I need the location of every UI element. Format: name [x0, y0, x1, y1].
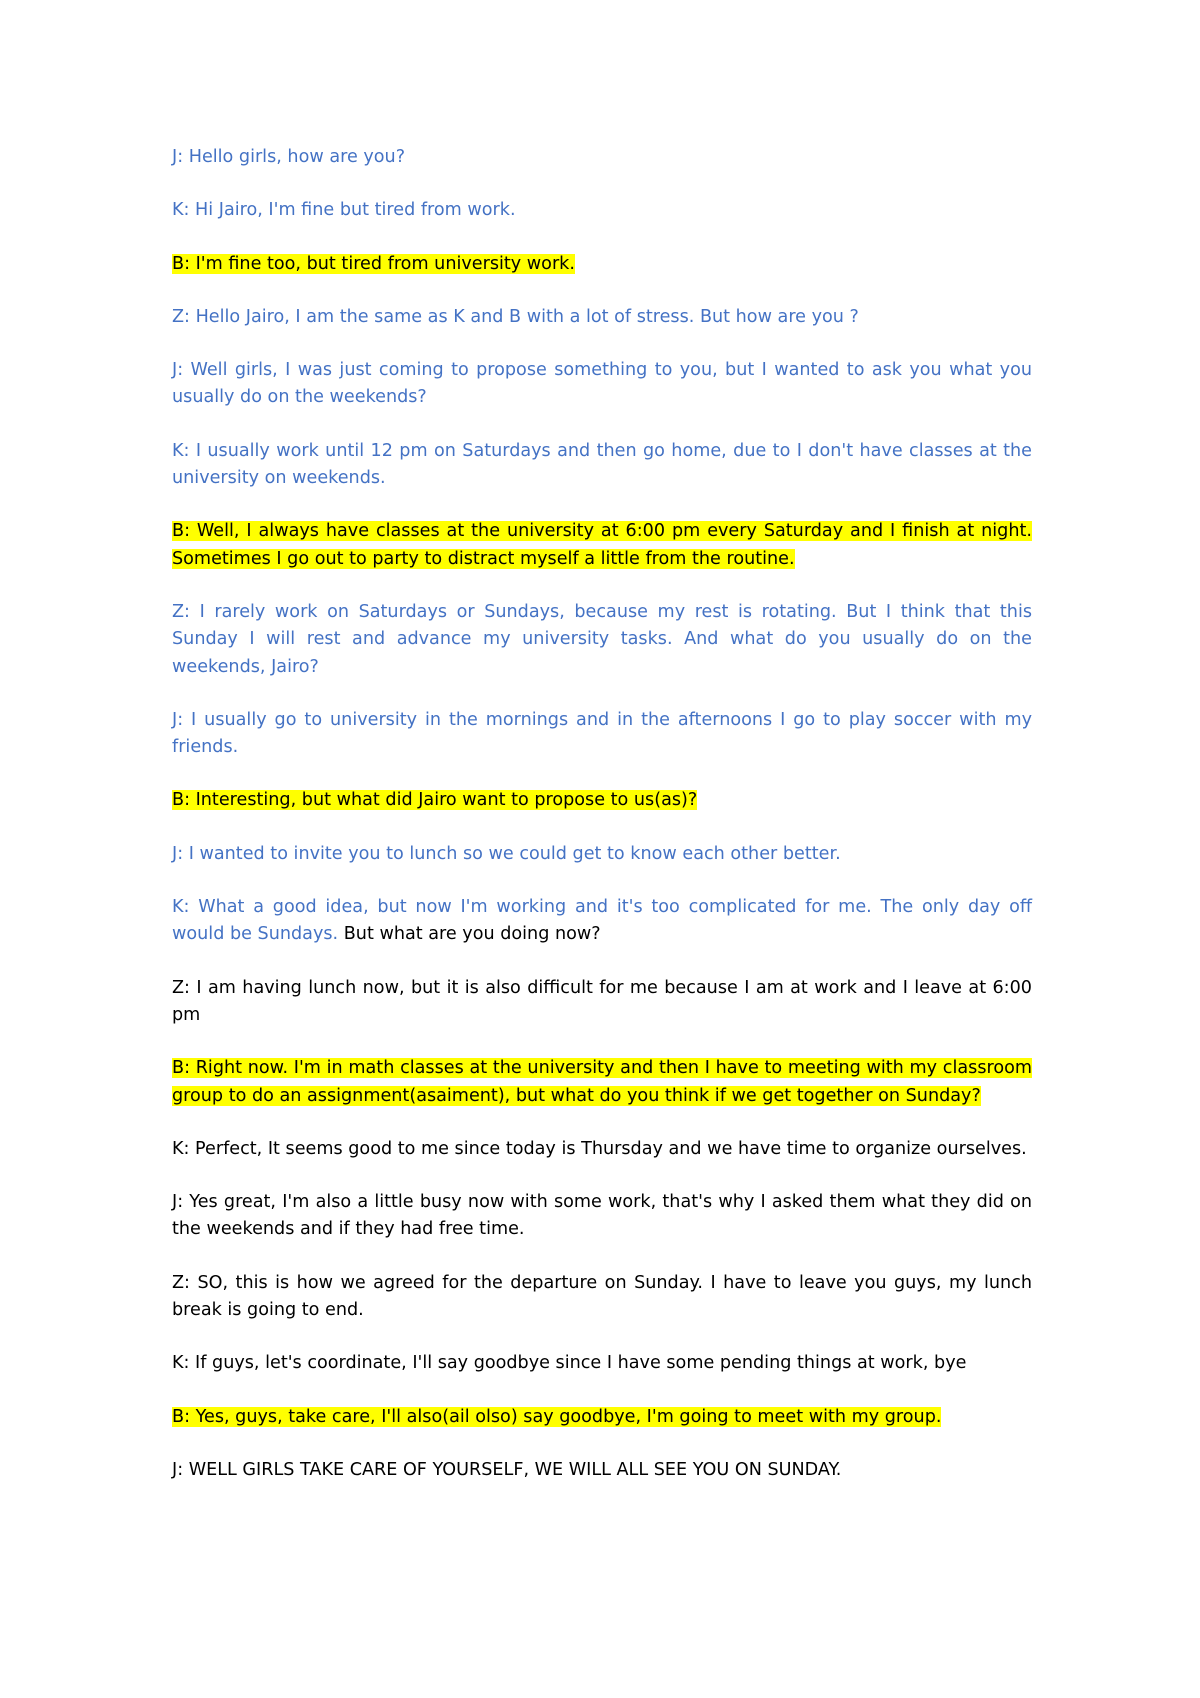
dialogue-text: Z: I am having lunch now, but it is also difficult for me because I am at work and I leave at 6:00 pm — [172, 977, 1032, 1025]
dialogue-text: Z: I rarely work on Saturdays or Sundays, because my rest is rotating. But I think that this Sunday I will rest and advance my university tasks. And what do you usually do on the weekends, Jairo? — [172, 601, 1032, 677]
dialogue-text-highlighted: B: Yes, guys, take care, I'll also(ail olso) say goodbye, I'm going to meet with my group. — [172, 1406, 942, 1427]
dialogue-text: K: Perfect, It seems good to me since today is Thursday and we have time to organize ourselves. — [172, 1138, 1027, 1159]
dialogue-line-5 — [172, 357, 1032, 412]
dialogue-line-16 — [172, 1189, 1032, 1244]
dialogue-text: J: I usually go to university in the mornings and in the afternoons I go to play soccer with my friends. — [172, 709, 1032, 758]
dialogue-line-20 — [172, 1457, 1032, 1484]
dialogue-line-13 — [172, 975, 1032, 1030]
dialogue-line-12 — [172, 894, 1032, 949]
dialogue-line-15 — [172, 1136, 1032, 1163]
dialogue-line-7 — [172, 518, 1032, 573]
dialogue-text: Z: Hello Jairo, I am the same as K and B with a lot of stress. But how are you ? — [172, 306, 859, 327]
dialogue-line-2 — [172, 197, 1032, 224]
dialogue-text: Z: SO, this is how we agreed for the departure on Sunday. I have to leave you guys, my lunch break is going to end. — [172, 1272, 1032, 1321]
dialogue-text-highlighted: B: Right now. I'm in math classes at the university and then I have to meeting with my classroom group to do an assignment(asaiment), but what do you think if we get together on Sunday? — [172, 1058, 1032, 1106]
dialogue-line-3 — [172, 251, 1032, 278]
dialogue-text: J: I wanted to invite you to lunch so we could get to know each other better. — [172, 843, 841, 864]
dialogue-text: K: Hi Jairo, I'm fine but tired from work. — [172, 200, 516, 221]
dialogue-line-18 — [172, 1350, 1032, 1377]
dialogue-text-highlighted: B: I'm fine too, but tired from university work. — [172, 253, 575, 274]
dialogue-line-19 — [172, 1404, 1032, 1431]
dialogue-line-17 — [172, 1270, 1032, 1325]
dialogue-text: J: Yes great, I'm also a little busy now with some work, that's why I asked them what they did on the weekends and if they had free time. — [172, 1192, 1032, 1240]
dialogue-line-1 — [172, 144, 1032, 171]
dialogue-text: J: WELL GIRLS TAKE CARE OF YOURSELF, WE WILL ALL SEE YOU ON SUNDAY. — [172, 1459, 842, 1480]
dialogue-text-tail: But what are you doing now? — [338, 924, 601, 945]
dialogue-text: J: Well girls, I was just coming to propose something to you, but I wanted to ask you what you usually do on the weekends? — [172, 360, 1032, 408]
dialogue-text: J: Hello girls, how are you? — [172, 147, 406, 167]
dialogue-line-8 — [172, 599, 1032, 681]
dialogue-body — [172, 144, 1032, 1484]
dialogue-line-4 — [172, 304, 1032, 331]
dialogue-text: K: If guys, let's coordinate, I'll say goodbye since I have some pending things at work, bye — [172, 1353, 967, 1374]
dialogue-text: K: What a good idea, but now I'm working and it's too complicated for me. The only day off would be Sundays. — [172, 897, 1032, 945]
dialogue-line-10 — [172, 787, 1032, 814]
dialogue-text-highlighted: B: Well, I always have classes at the university at 6:00 pm every Saturday and I finish at night. Sometimes I go out to party to distract myself a little from the routine. — [172, 521, 1032, 569]
dialogue-line-14 — [172, 1055, 1032, 1110]
dialogue-text: K: I usually work until 12 pm on Saturdays and then go home, due to I don't have classes at the university on weekends. — [172, 440, 1032, 489]
dialogue-line-6 — [172, 438, 1032, 493]
dialogue-line-9 — [172, 707, 1032, 762]
dialogue-text-highlighted: B: Interesting, but what did Jairo want to propose to us(as)? — [172, 790, 698, 811]
dialogue-line-11 — [172, 841, 1032, 868]
